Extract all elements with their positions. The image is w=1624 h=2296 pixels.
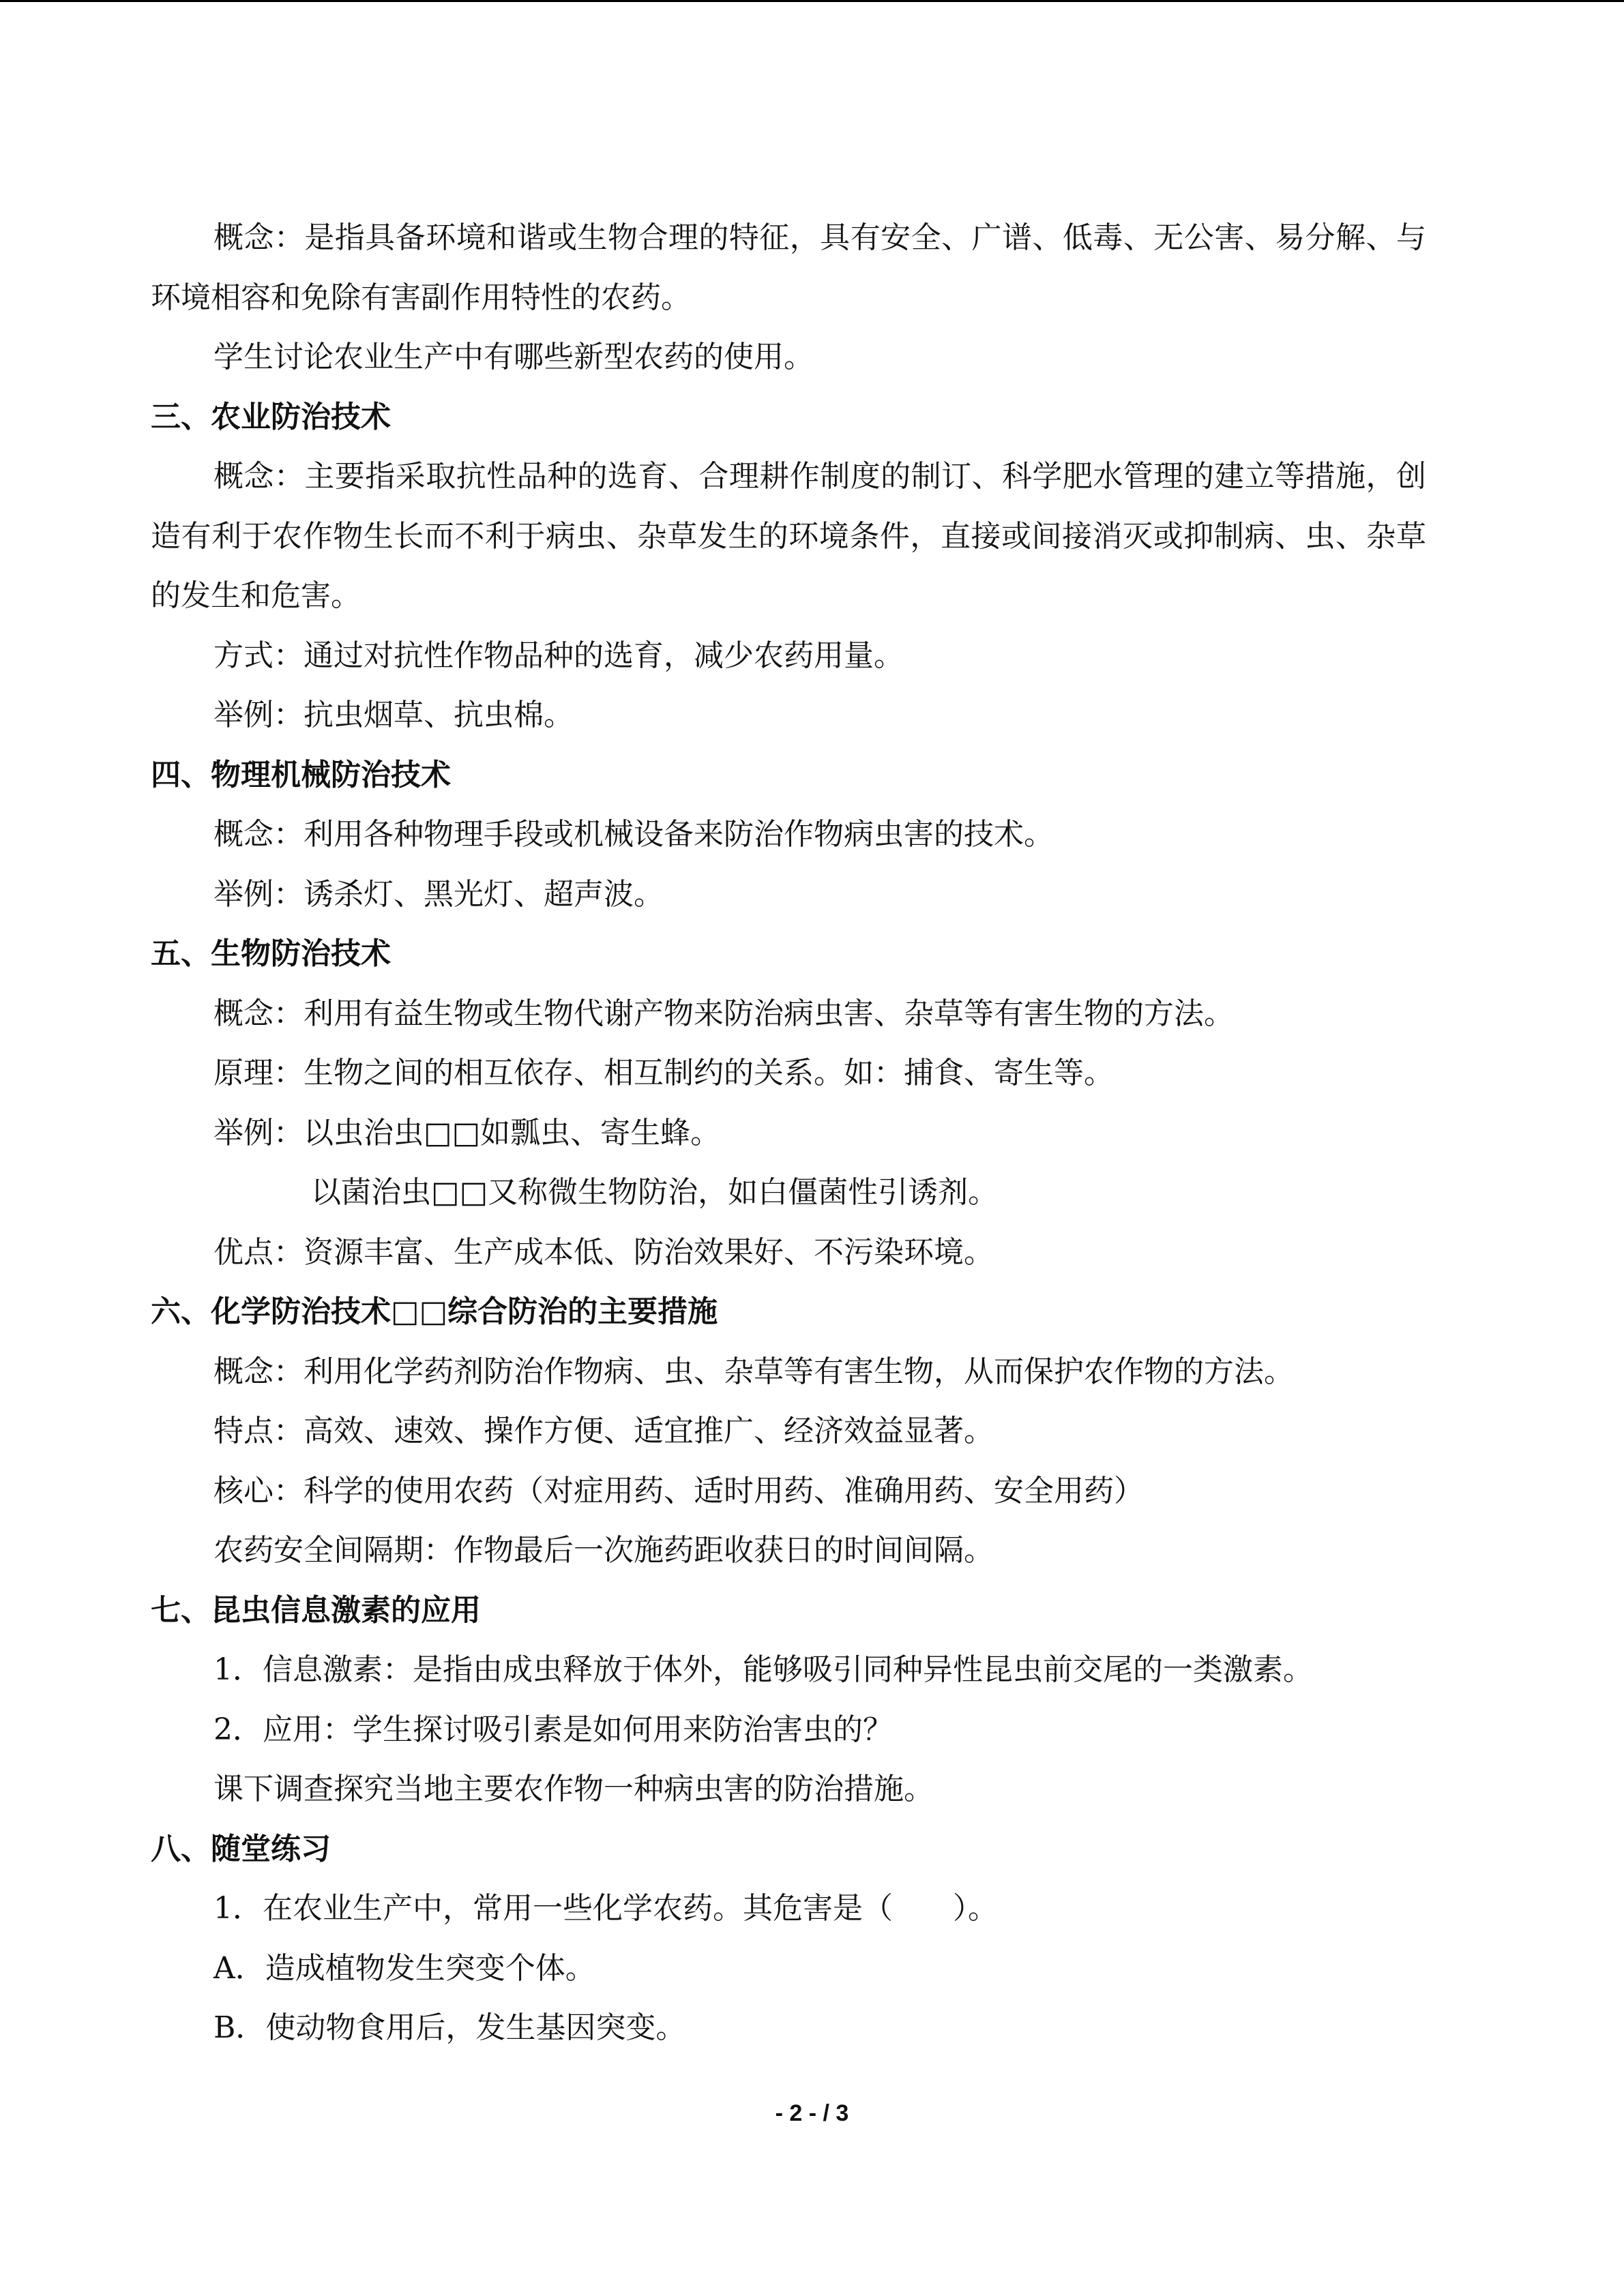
pheromone-homework: 课下调查探究当地主要农作物一种病虫害的防治措施。 <box>213 1772 934 1806</box>
section-heading-agricultural-control: 三、农业防治技术 <box>151 399 391 434</box>
document-body <box>151 208 1426 2058</box>
agricultural-control-concept: 概念：主要指采取抗性品种的选育、合理耕作制度的制订、科学肥水管理的建立等措施，创造有利于农作物生长而不利于病虫、杂草发生的环境条件，直接或间接消灭或抑制病、虫、杂草的发生和危害。 <box>151 459 1426 613</box>
biological-control-example-fungus: 以菌治虫□□又称微生物防治，如白僵菌性引诱剂。 <box>311 1175 999 1210</box>
practice-option-a: A．造成植物发生突变个体。 <box>213 1950 595 1986</box>
chemical-control-concept: 概念：利用化学药剂防治作物病、虫、杂草等有害生物，从而保护农作物的方法。 <box>213 1354 1294 1389</box>
biological-control-example-insect: 举例：以虫治虫□□如瓢虫、寄生蜂。 <box>213 1115 721 1150</box>
chemical-control-feature: 特点：高效、速效、操作方便、适宜推广、经济效益显著。 <box>213 1414 994 1448</box>
practice-option-b: B．使动物食用后，发生基因突变。 <box>213 2010 686 2045</box>
chemical-control-core: 核心：科学的使用农药（对症用药、适时用药、准确用药、安全用药） <box>213 1473 1144 1508</box>
top-border <box>0 0 1624 2</box>
discussion-line: 学生讨论农业生产中有哪些新型农药的使用。 <box>213 340 814 374</box>
section-heading-physical-control: 四、物理机械防治技术 <box>151 757 451 792</box>
section-heading-chemical-control: 六、化学防治技术□□综合防治的主要措施 <box>151 1294 718 1329</box>
section-heading-insect-pheromone: 七、昆虫信息激素的应用 <box>151 1592 481 1628</box>
physical-control-concept: 概念：利用各种物理手段或机械设备来防治作物病虫害的技术。 <box>213 817 1054 852</box>
page-number: - 2 - / 3 <box>775 2100 849 2126</box>
biological-control-concept: 概念：利用有益生物或生物代谢产物来防治病虫害、杂草等有害生物的方法。 <box>213 996 1234 1031</box>
biological-control-advantage: 优点：资源丰富、生产成本低、防治效果好、不污染环境。 <box>213 1234 994 1270</box>
pheromone-item-2: 2．应用：学生探讨吸引素是如何用来防治害虫的？ <box>213 1712 893 1747</box>
pesticide-concept-paragraph: 概念：是指具备环境和谐或生物合理的特征，具有安全、广谱、低毒、无公害、易分解、与环境相容和免除有害副作用特性的农药。 <box>151 220 1426 315</box>
pheromone-item-1: 1．信息激素：是指由成虫释放于体外，能够吸引同种异性昆虫前交尾的一类激素。 <box>213 1652 1313 1687</box>
practice-question-1: 1．在农业生产中，常用一些化学农药。其危害是（ ）。 <box>213 1891 998 1926</box>
agricultural-control-example: 举例：抗虫烟草、抗虫棉。 <box>213 698 574 732</box>
section-heading-biological-control: 五、生物防治技术 <box>151 936 391 971</box>
chemical-control-safety-interval: 农药安全间隔期：作物最后一次施药距收获日的时间间隔。 <box>213 1533 994 1568</box>
physical-control-example: 举例：诱杀灯、黑光灯、超声波。 <box>213 876 664 912</box>
agricultural-control-method: 方式：通过对抗性作物品种的选育，减少农药用量。 <box>213 638 904 673</box>
section-heading-practice: 八、随堂练习 <box>151 1831 331 1866</box>
biological-control-principle: 原理：生物之间的相互依存、相互制约的关系。如：捕食、寄生等。 <box>213 1056 1114 1090</box>
